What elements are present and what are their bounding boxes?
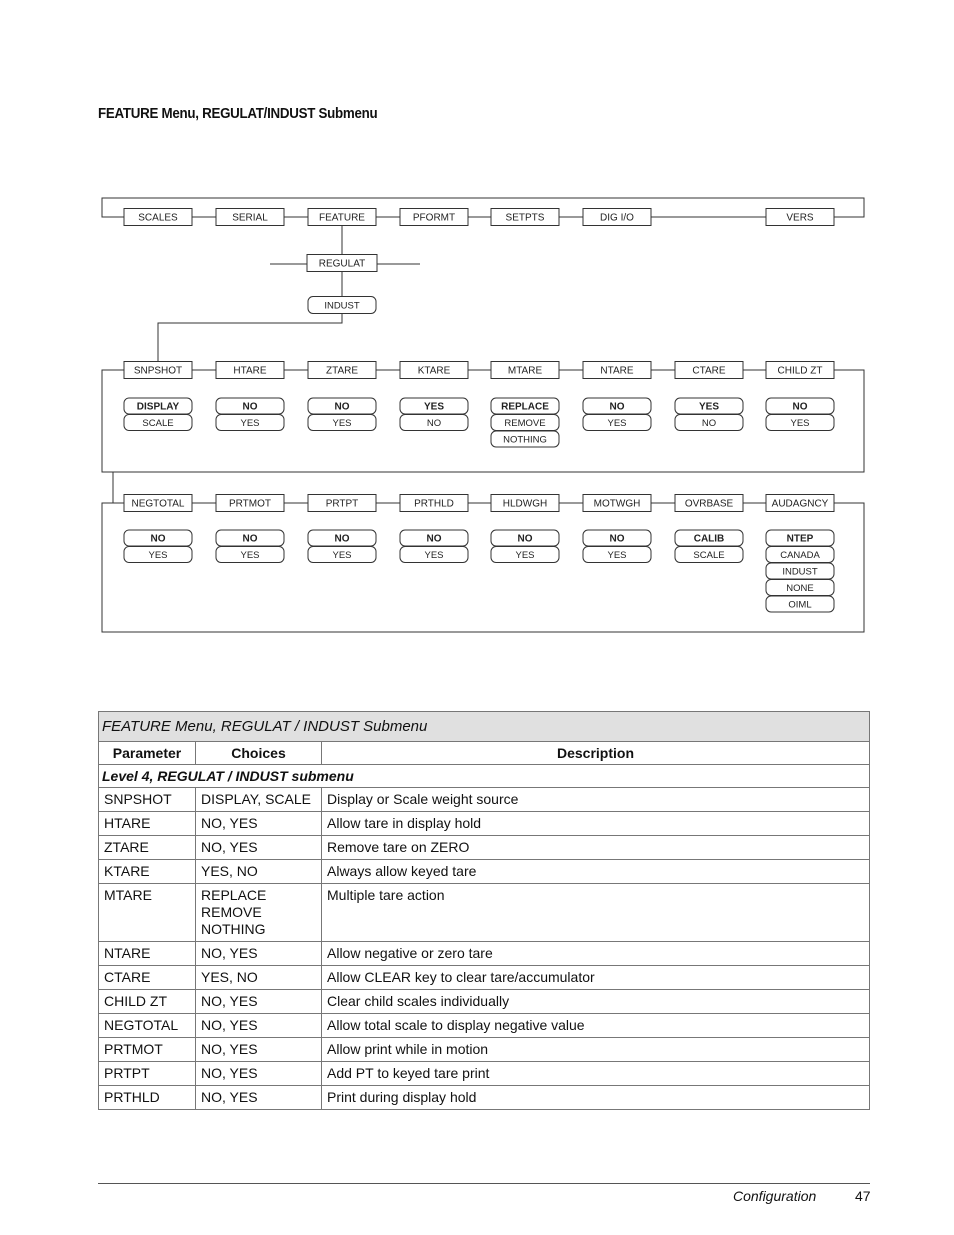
- footer-rule: [98, 1183, 870, 1184]
- param-node-label: MOTWGH: [593, 498, 641, 510]
- table-row: [99, 860, 870, 884]
- choice-node-label: YES: [332, 418, 352, 429]
- choice-node-label: NO: [792, 401, 808, 413]
- page-number: 47: [855, 1188, 871, 1204]
- table-caption: FEATURE Menu, REGULAT / INDUST Submenu: [99, 712, 870, 742]
- top-menu-item-label: FEATURE: [319, 212, 365, 224]
- table-row: [99, 836, 870, 860]
- cell-description: Allow CLEAR key to clear tare/accumulator: [322, 966, 870, 990]
- choice-node-label: YES: [423, 401, 445, 413]
- level-label: Level 4, REGULAT / INDUST submenu: [99, 765, 870, 788]
- choice-node-label: YES: [240, 418, 260, 429]
- param-node-label: HLDWGH: [502, 498, 548, 510]
- choice-node-label: NO: [150, 533, 166, 545]
- choice-node-label: YES: [607, 418, 627, 429]
- choice-text: REPLACE: [201, 887, 267, 903]
- cell-parameter: PRTMOT: [99, 1038, 196, 1062]
- choice-node-label: NO: [242, 533, 258, 545]
- choice-node-label: NO: [334, 401, 350, 413]
- choice-node-label: NOTHING: [503, 434, 547, 446]
- choice-node-label: NO: [609, 533, 625, 545]
- top-menu-item-label: PFORMT: [412, 212, 456, 224]
- choice-node-label: NO: [426, 533, 442, 545]
- table-body: [99, 788, 870, 1110]
- top-menu-item-label: SCALES: [138, 212, 178, 224]
- cell-choices: [196, 990, 322, 1014]
- choice-node-label: NO: [242, 401, 258, 413]
- param-node-label: KTARE: [417, 365, 451, 377]
- choice-node-label: NONE: [786, 583, 814, 594]
- table-row: [99, 1014, 870, 1038]
- cell-description: Allow tare in display hold: [322, 812, 870, 836]
- param-node-label: SNPSHOT: [133, 365, 183, 377]
- choice-node-label: NO: [609, 401, 625, 413]
- choice-node-label: YES: [240, 550, 260, 561]
- choice-text: NO, YES: [201, 1089, 258, 1105]
- indust-node-label: INDUST: [324, 300, 360, 312]
- choice-node-label: NO: [517, 533, 533, 545]
- cell-parameter: ZTARE: [99, 836, 196, 860]
- choice-text: REMOVE: [201, 904, 262, 920]
- choice-node-label: DISPLAY: [136, 401, 180, 413]
- table-row: [99, 990, 870, 1014]
- choice-node-label: NTEP: [786, 533, 814, 545]
- choice-node-label: YES: [607, 550, 627, 561]
- table-row: [99, 884, 870, 942]
- cell-parameter: PRTPT: [99, 1062, 196, 1086]
- param-node-label: HTARE: [233, 365, 267, 377]
- choice-node-label: NO: [334, 533, 350, 545]
- cell-choices: [196, 1086, 322, 1110]
- table-row: [99, 788, 870, 812]
- top-menu-item-label: SETPTS: [505, 212, 545, 224]
- cell-parameter: SNPSHOT: [99, 788, 196, 812]
- cell-parameter: PRTHLD: [99, 1086, 196, 1110]
- connector-line: [102, 503, 864, 632]
- cell-choices: [196, 1014, 322, 1038]
- cell-parameter: KTARE: [99, 860, 196, 884]
- cell-parameter: NTARE: [99, 942, 196, 966]
- cell-choices: [196, 860, 322, 884]
- choice-node-label: CANADA: [780, 550, 820, 561]
- table-header-row: [99, 742, 870, 765]
- table-row: [99, 966, 870, 990]
- cell-choices: [196, 1038, 322, 1062]
- choice-node-label: NO: [426, 418, 442, 429]
- choice-node-label: YES: [148, 550, 168, 561]
- table-row: [99, 812, 870, 836]
- choice-text: NO, YES: [201, 993, 258, 1009]
- cell-choices: [196, 942, 322, 966]
- choice-node-label: YES: [332, 550, 352, 561]
- param-node-label: PRTMOT: [228, 498, 272, 510]
- header-description: Description: [322, 742, 870, 765]
- choice-text: NO, YES: [201, 839, 258, 855]
- cell-choices: [196, 884, 322, 942]
- param-node-label: CHILD ZT: [777, 365, 823, 377]
- choice-text: DISPLAY, SCALE: [201, 791, 311, 807]
- choice-text: YES, NO: [201, 863, 258, 879]
- param-node-label: CTARE: [692, 365, 726, 377]
- cell-description: Allow negative or zero tare: [322, 942, 870, 966]
- cell-parameter: MTARE: [99, 884, 196, 942]
- table-row: [99, 1062, 870, 1086]
- table-row: [99, 942, 870, 966]
- choice-text: YES, NO: [201, 969, 258, 985]
- param-node-label: NEGTOTAL: [131, 498, 185, 510]
- param-node-label: AUDAGNCY: [771, 498, 829, 510]
- cell-description: Allow total scale to display negative value: [322, 1014, 870, 1038]
- top-menu-item-label: VERS: [786, 212, 814, 224]
- choice-node-label: NO: [701, 418, 717, 429]
- choice-node-label: OIML: [788, 599, 812, 611]
- level-row: [99, 765, 870, 788]
- choice-text: NO, YES: [201, 1017, 258, 1033]
- choice-text: NO, YES: [201, 1041, 258, 1057]
- regulat-node-label: REGULAT: [318, 258, 366, 270]
- param-node-label: PRTPT: [325, 498, 359, 510]
- cell-description: Always allow keyed tare: [322, 860, 870, 884]
- param-node-label: MTARE: [507, 365, 543, 377]
- cell-description: Multiple tare action: [322, 884, 870, 942]
- param-node-label: PRTHLD: [414, 498, 454, 510]
- choice-text: NO, YES: [201, 945, 258, 961]
- cell-description: Display or Scale weight source: [322, 788, 870, 812]
- param-node-label: ZTARE: [325, 365, 359, 377]
- choice-node-label: INDUST: [782, 566, 818, 578]
- header-choices: Choices: [196, 742, 322, 765]
- footer-section-name: Configuration: [733, 1188, 817, 1204]
- cell-description: Allow print while in motion: [322, 1038, 870, 1062]
- table-row: [99, 1086, 870, 1110]
- top-menu-item-label: DIG I/O: [600, 212, 634, 224]
- param-node-label: NTARE: [600, 365, 634, 377]
- top-menu-item-label: SERIAL: [232, 212, 268, 224]
- cell-parameter: CTARE: [99, 966, 196, 990]
- choice-node-label: SCALE: [693, 550, 725, 561]
- cell-choices: [196, 788, 322, 812]
- cell-parameter: CHILD ZT: [99, 990, 196, 1014]
- choice-node-label: SCALE: [142, 418, 174, 429]
- table-caption-row: [99, 712, 870, 742]
- cell-choices: [196, 836, 322, 860]
- table-row: [99, 1038, 870, 1062]
- choice-text: NOTHING: [201, 921, 266, 937]
- choice-node-label: CALIB: [693, 533, 725, 545]
- cell-description: Add PT to keyed tare print: [322, 1062, 870, 1086]
- cell-description: Clear child scales individually: [322, 990, 870, 1014]
- cell-choices: [196, 966, 322, 990]
- cell-choices: [196, 1062, 322, 1086]
- choice-node-label: YES: [424, 550, 444, 561]
- cell-description: Print during display hold: [322, 1086, 870, 1110]
- choice-node-label: YES: [698, 401, 720, 413]
- header-parameter: Parameter: [99, 742, 196, 765]
- choice-node-label: YES: [515, 550, 535, 561]
- choice-node-label: YES: [790, 418, 810, 429]
- parameter-table: [98, 711, 870, 1110]
- page-title: FEATURE Menu, REGULAT/INDUST Submenu: [98, 106, 378, 122]
- choice-text: NO, YES: [201, 1065, 258, 1081]
- cell-choices: [196, 812, 322, 836]
- choice-node-label: REPLACE: [501, 401, 549, 413]
- cell-description: Remove tare on ZERO: [322, 836, 870, 860]
- choice-node-label: REMOVE: [504, 418, 546, 429]
- cell-parameter: NEGTOTAL: [99, 1014, 196, 1038]
- choice-text: NO, YES: [201, 815, 258, 831]
- param-node-label: OVRBASE: [684, 498, 734, 510]
- cell-parameter: HTARE: [99, 812, 196, 836]
